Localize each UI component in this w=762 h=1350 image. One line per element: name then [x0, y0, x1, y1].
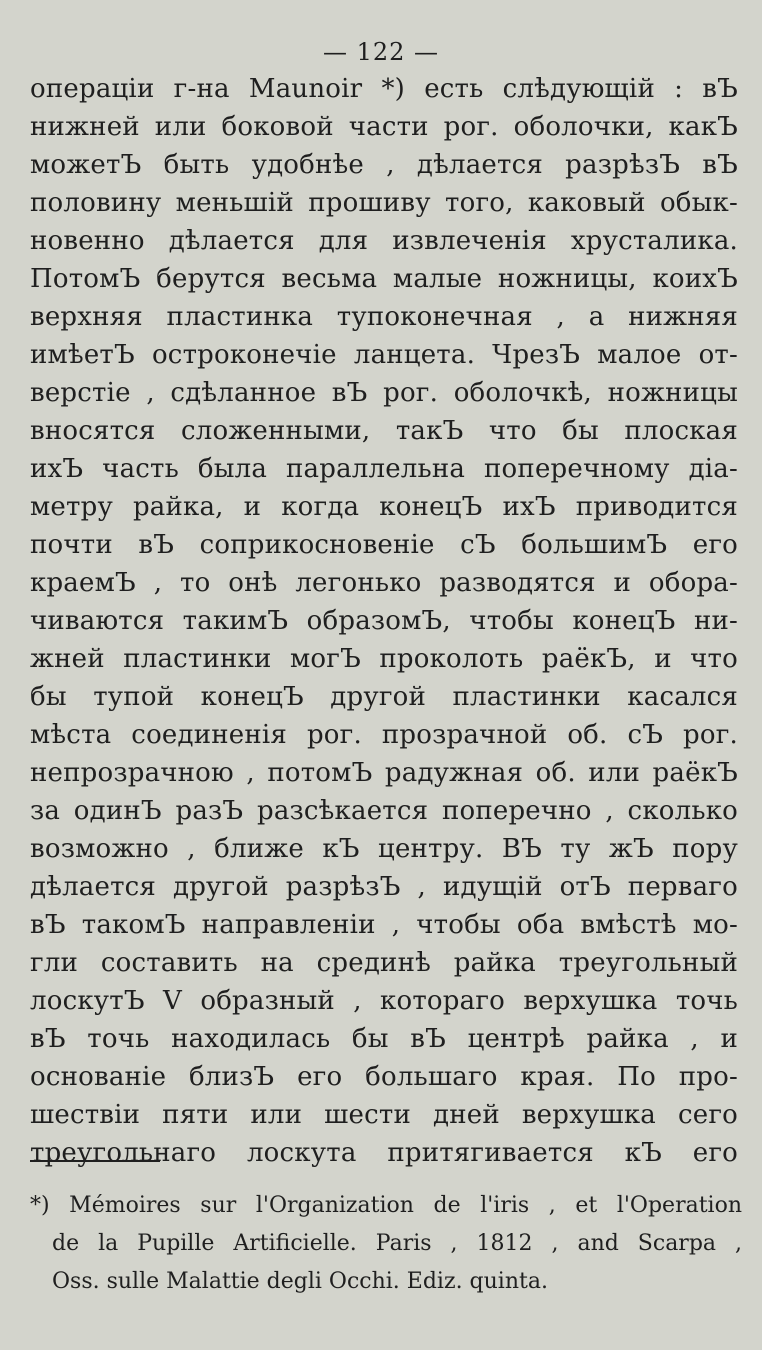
text-line: верстіе , сдѣланное вЪ рог. оболочкѣ, ножницы: [30, 378, 738, 408]
text-line: нижней или боковой части рог. оболочки, какЪ: [30, 112, 738, 142]
text-line: чиваются такимЪ образомЪ, чтобы конецЪ ни-: [30, 606, 738, 636]
text-line: вЪ точь находилась бы вЪ центрѣ райка , и: [30, 1024, 738, 1054]
text-line: возможно , ближе кЪ центру. ВЪ ту жЪ пору: [30, 834, 738, 864]
text-line: верхняя пластинка тупоконечная , а нижняя: [30, 302, 738, 332]
text-line: за одинЪ разЪ разсѣкается поперечно , сколько: [30, 796, 738, 826]
page-number-header: — 122 —: [322, 38, 440, 66]
text-line: ихЪ часть была параллельна поперечному діа-: [30, 454, 738, 484]
text-line: жней пластинки могЪ проколоть раёкЪ, и что: [30, 644, 738, 674]
text-line: бы тупой конецЪ другой пластинки касался: [30, 682, 738, 712]
text-line: шествіи пяти или шести дней верхушка сего: [30, 1100, 738, 1130]
text-line: дѣлается другой разрѣзЪ , идущій отЪ перваго: [30, 872, 738, 902]
text-line: ПотомЪ берутся весьма малые ножницы, коихЪ: [30, 264, 738, 294]
text-line: почти вЪ соприкосновеніе сЪ большимЪ его: [30, 530, 738, 560]
footnote-line: Oss. sulle Malattie degli Occhi. Ediz. quinta.: [52, 1269, 548, 1294]
text-line: гли составить на срединѣ райка треугольный: [30, 948, 738, 978]
text-line: мѣста соединенія рог. прозрачной об. сЪ рог.: [30, 720, 738, 750]
body-text: [30, 70, 738, 1172]
text-line: новенно дѣлается для извлеченія хрусталика.: [30, 226, 738, 256]
text-line: имѣетЪ остроконечіе ланцета. ЧрезЪ малое от-: [30, 340, 738, 370]
text-line: половину меньшій прошиву того, каковый обык-: [30, 188, 738, 218]
text-line: можетЪ быть удобнѣе , дѣлается разрѣзЪ вЪ: [30, 150, 738, 180]
text-line: непрозрачною , потомЪ радужная об. или раёкЪ: [30, 758, 738, 788]
text-line: вносятся сложенными, такЪ что бы плоская: [30, 416, 738, 446]
text-line: основаніе близЪ его большаго края. По про-: [30, 1062, 738, 1092]
text-line: треугольнаго лоскута притягивается кЪ его: [30, 1138, 738, 1168]
text-line: операціи г-на Maunoir *) есть слѣдующій : вЪ: [30, 74, 738, 104]
text-line: вЪ такомЪ направленіи , чтобы оба вмѣстѣ мо-: [30, 910, 738, 940]
text-line: краемЪ , то онѣ легонько разводятся и обора-: [30, 568, 738, 598]
text-line: метру райка, и когда конецЪ ихЪ приводится: [30, 492, 738, 522]
footnote: [30, 1187, 742, 1301]
footnote-divider: [30, 1160, 160, 1162]
text-line: лоскутЪ V образный , котораго верхушка точь: [30, 986, 738, 1016]
footnote-line: de la Pupille Artificielle. Paris , 1812 , and Scarpa ,: [52, 1231, 742, 1256]
footnote-line: *) Mémoires sur l'Organization de l'iris , et l'Operation: [30, 1193, 742, 1218]
